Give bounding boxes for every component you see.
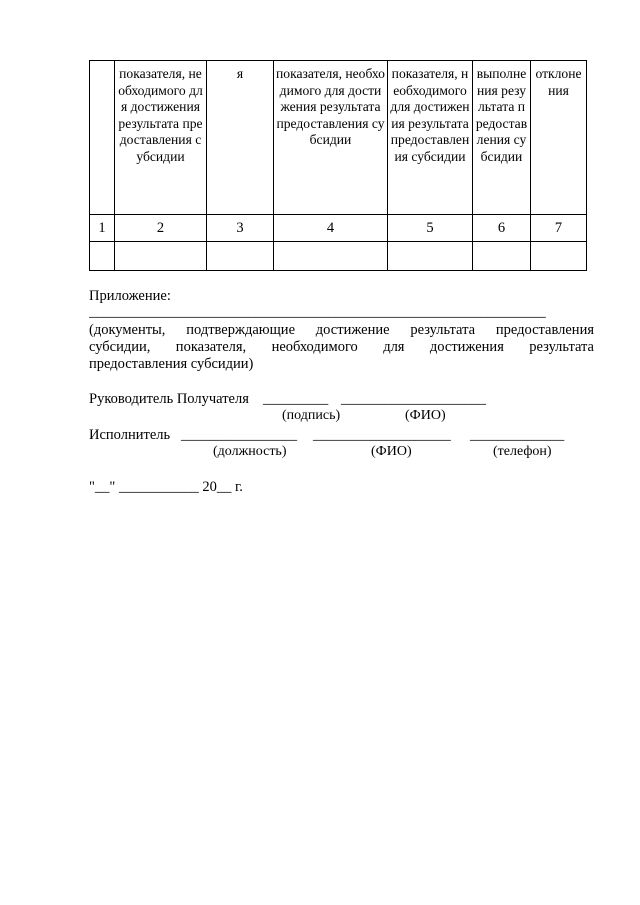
appendix-note-line-1: (документы, подтверждающие достижение результата предоставления [89,322,594,338]
column-number: 1 [90,215,115,242]
executor-phone-blank: _____________ [470,427,565,443]
date-line: "__" ___________ 20__ г. [89,479,243,495]
column-number: 3 [207,215,274,242]
executor-name-blank: ___________________ [313,427,451,443]
header-cell-3: я [207,61,274,215]
executor-fio-caption: (ФИО) [371,444,412,459]
header-cell-2: показателя, необходимого для достижения результата предоставления субсидии [115,61,207,215]
head-fio-caption: (ФИО) [405,408,446,423]
empty-cell [90,242,115,271]
header-cell-6: выполнения результата предоставления субсидии [473,61,531,215]
indicators-table [89,60,587,271]
empty-cell [207,242,274,271]
header-cell-7: отклонения [531,61,587,215]
signature-caption: (подпись) [282,408,341,423]
empty-cell [388,242,473,271]
column-number: 4 [274,215,388,242]
header-cell-1 [90,61,115,215]
empty-cell [115,242,207,271]
appendix-label: Приложение: [89,288,171,304]
appendix-note-line-3: предоставления субсидии) [89,356,254,372]
empty-data-row [90,242,587,271]
head-signature-blank: _________ [263,391,329,407]
position-caption: (должность) [213,444,287,459]
column-number: 7 [531,215,587,242]
header-cell-4: показателя, необходимого для достижения результата предоставления субсидии [274,61,388,215]
appendix-note-line-2: субсидии, показателя, необходимого для достижения результата [89,339,594,355]
executor-position-blank: ________________ [181,427,297,443]
phone-caption: (телефон) [493,444,552,459]
head-of-recipient-label: Руководитель Получателя [89,391,249,407]
header-cell-5: показателя, необходимого для достижения результата предоставления субсидии [388,61,473,215]
column-number: 2 [115,215,207,242]
empty-cell [473,242,531,271]
empty-cell [274,242,388,271]
column-numbers-row [90,215,587,242]
head-name-blank: ____________________ [341,391,486,407]
appendix-blank-line: _______________________________________________________________ [89,304,546,320]
empty-cell [531,242,587,271]
executor-label: Исполнитель [89,427,171,443]
column-number: 5 [388,215,473,242]
column-number: 6 [473,215,531,242]
table-header-row [90,61,587,215]
